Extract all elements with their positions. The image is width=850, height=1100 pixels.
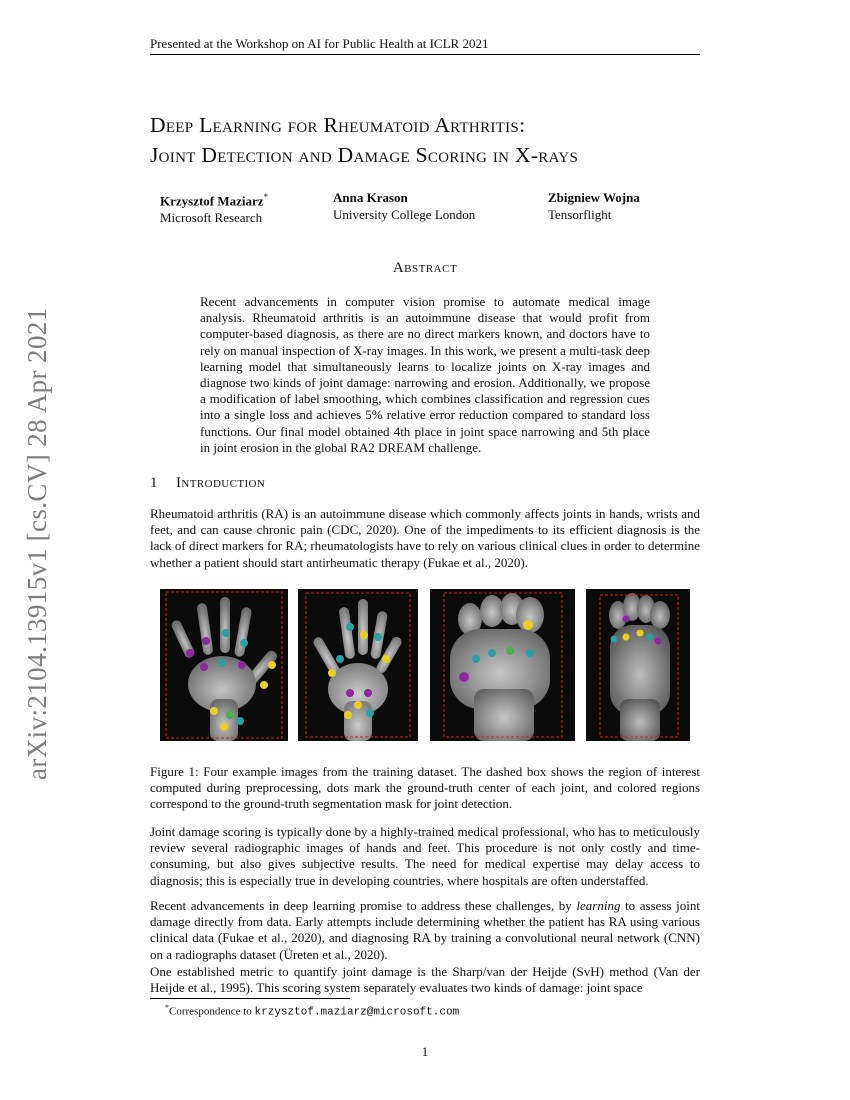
- hand-xray-image: [298, 589, 418, 741]
- foot-xray-image: [430, 589, 575, 741]
- intro-paragraph: Rheumatoid arthritis (RA) is an autoimmune disease which commonly affects joints in hands, wrists and feet, and can cause chronic pain (CDC, 2020). One of the impediments to its efficient diagnosis is the lack of direct markers for RA; rheumatologists have to rely on various clinical clues in order to determine whether a patient should start antirheumatic therapy (Fukae et al., 2020).: [150, 506, 700, 570]
- header-rule: [150, 54, 700, 55]
- running-header: Presented at the Workshop on AI for Public Health at ICLR 2021: [150, 36, 489, 51]
- emphasis-text: learning: [576, 898, 621, 913]
- author-block: [333, 189, 475, 223]
- figure-1: [160, 589, 690, 741]
- author-block: [548, 189, 640, 223]
- hand-xray-image: [160, 589, 288, 741]
- footnote-rule: [150, 998, 350, 999]
- author-mark: *: [263, 192, 269, 202]
- section-title: Introduction: [176, 475, 266, 491]
- title-line-2: Joint Detection and Damage Scoring in X-rays: [150, 143, 579, 167]
- paragraph-text: to assess joint damage directly from data. Early attempts include determining whether the patient has RA using various clinical data (Fukae et al., 2020), and diagnosing RA by training a convolutional neural network (CNN) on a radiographs dataset (Üreten et al., 2020).: [150, 898, 700, 962]
- author-name: Zbigniew Wojna: [548, 190, 640, 205]
- body-paragraph: One established metric to quantify joint damage is the Sharp/van der Heijde (SvH) method (Van der Heijde et al., 1995). This scoring system separately evaluates two kinds of damage: joint space: [150, 964, 700, 996]
- body-paragraph: [150, 898, 700, 963]
- author-name: Krzysztof Maziarz: [160, 193, 264, 209]
- footnote-text: Correspondence to: [169, 1005, 255, 1018]
- paper-title: [150, 110, 710, 170]
- foot-xray-image: [586, 589, 690, 741]
- body-paragraph: Joint damage scoring is typically done by a highly-trained medical professional, who has to meticulously review several radiographic images of hands and feet. This procedure is not only costly and time-consuming, but also gives subjective results. The need for medical expertise may delay access to diagnosis; this is especially true in developing countries, where hospitals are often understaffed.: [150, 824, 700, 888]
- title-line-1: Deep Learning for Rheumatoid Arthritis:: [150, 113, 526, 137]
- figure-caption: Figure 1: Four example images from the training dataset. The dashed box shows the region of interest computed during preprocessing, dots mark the ground-truth center of each joint, and colored regions correspond to the ground-truth segmentation mask for joint detection.: [150, 764, 700, 812]
- page-number: 1: [421, 1044, 429, 1059]
- section-heading: [150, 475, 265, 492]
- section-number: 1: [150, 475, 158, 491]
- abstract-heading: Abstract: [392, 260, 458, 276]
- author-affiliation: Tensorflight: [548, 207, 612, 222]
- paragraph-text: Recent advancements in deep learning promise to address these challenges, by: [150, 898, 577, 913]
- footnote-mark: *: [165, 1003, 169, 1012]
- footnote-email[interactable]: krzysztof.maziarz@microsoft.com: [254, 1006, 460, 1019]
- abstract-text: Recent advancements in computer vision promise to automate medical image analysis. Rheumatoid arthritis is an autoimmune disease that would profit from computer-based diagnosis, as there are no direct markers known, and doctors have to rely on manual inspection of X-ray images. In this work, we present a multi-task deep learning model that simultaneously learns to localize joints on X-ray images and diagnose two kinds of joint damage: narrowing and erosion. Additionally, we propose a modification of label smoothing, which combines classification and regression cues into a single loss and achieves 5% relative error reduction compared to standard loss functions. Our final model obtained 4th place in joint space narrowing and 5th place in joint erosion in the global RA2 DREAM challenge.: [200, 294, 650, 455]
- author-affiliation: Microsoft Research: [160, 210, 263, 226]
- author-block: [160, 189, 268, 226]
- arxiv-stamp: arXiv:2104.13915v1 [cs.CV] 28 Apr 2021: [22, 307, 52, 780]
- author-affiliation: University College London: [333, 207, 476, 222]
- author-name: Anna Krason: [333, 190, 408, 205]
- footnote: [165, 1003, 459, 1019]
